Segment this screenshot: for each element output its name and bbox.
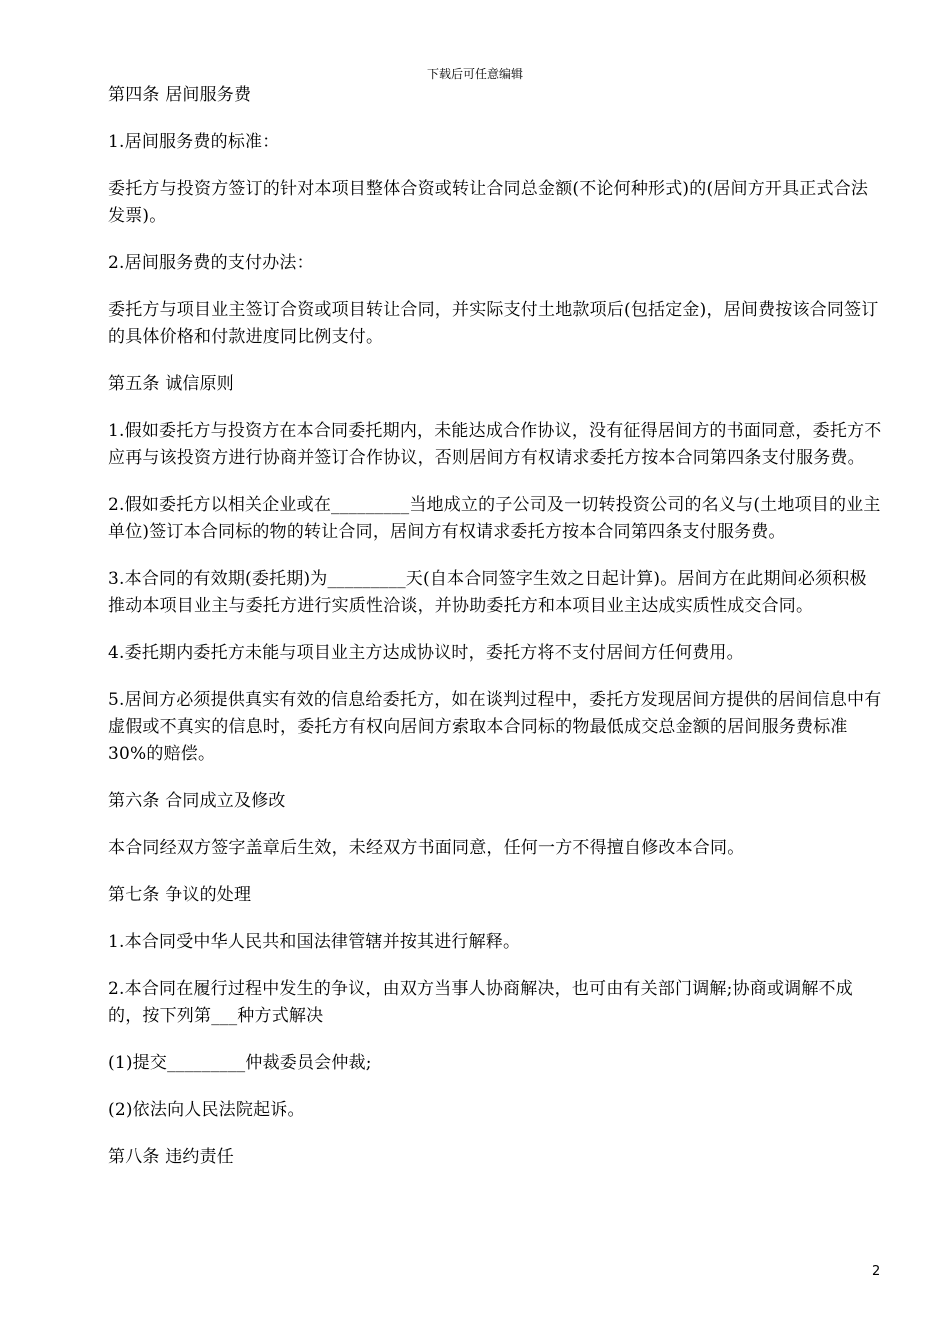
header-note: 下载后可任意编辑 — [426, 67, 523, 81]
paragraph: 1.假如委托方与投资方在本合同委托期内，未能达成合作协议，没有征得居间方的书面同意，委托方不应再与该投资方进行协商并签订合作协议，否则居间方有权请求委托方按本合同第四条支付服务费。 — [108, 421, 882, 468]
paragraph: 2.本合同在履行过程中发生的争议，由双方当事人协商解决，也可由有关部门调解;协商或调解不成的，按下列第___种方式解决 — [108, 979, 853, 1026]
paragraph: 1.本合同受中华人民共和国法律管辖并按其进行解释。 — [108, 932, 521, 952]
paragraph: 4.委托期内委托方未能与项目业主方达成协议时，委托方将不支付居间方任何费用。 — [108, 643, 744, 663]
paragraph: 2.居间服务费的支付办法： — [108, 253, 314, 273]
paragraph: 委托方与投资方签订的针对本项目整体合资或转让合同总金额(不论何种形式)的(居间方开具正式合法发票)。 — [108, 179, 869, 226]
document-body — [108, 82, 882, 1191]
paragraph: 5.居间方必须提供真实有效的信息给委托方，如在谈判过程中，委托方发现居间方提供的居间信息中有虚假或不真实的信息时，委托方有权向居间方索取本合同标的物最低成交总金额的居间服务费标准30%的赔偿。 — [108, 690, 882, 764]
article-8-heading: 第八条 违约责任 — [108, 1147, 235, 1167]
paragraph: 委托方与项目业主签订合资或项目转让合同，并实际支付土地款项后(包括定金)，居间费按该合同签订的具体价格和付款进度同比例支付。 — [108, 300, 879, 347]
article-6-heading: 第六条 合同成立及修改 — [108, 791, 286, 811]
paragraph: 1.居间服务费的标准： — [108, 132, 280, 152]
paragraph: 3.本合同的有效期(委托期)为_________天(自本合同签字生效之日起计算)。居间方在此期间必须积极推动本项目业主与委托方进行实质性洽谈，并协助委托方和本项目业主达成实质性成交合同。 — [108, 569, 867, 616]
article-5-heading: 第五条 诚信原则 — [108, 374, 235, 394]
paragraph: (2)依法向人民法院起诉。 — [108, 1100, 305, 1120]
paragraph: 2.假如委托方以相关企业或在_________当地成立的子公司及一切转投资公司的名义与(土地项目的业主单位)签订本合同标的物的转让合同，居间方有权请求委托方按本合同第四条支付服务费。 — [108, 495, 881, 542]
article-4-heading: 第四条 居间服务费 — [108, 85, 252, 105]
article-7-heading: 第七条 争议的处理 — [108, 885, 252, 905]
paragraph: (1)提交_________仲裁委员会仲裁; — [108, 1053, 372, 1073]
page-number: 2 — [872, 1264, 881, 1279]
paragraph: 本合同经双方签字盖章后生效，未经双方书面同意，任何一方不得擅自修改本合同。 — [108, 838, 745, 858]
